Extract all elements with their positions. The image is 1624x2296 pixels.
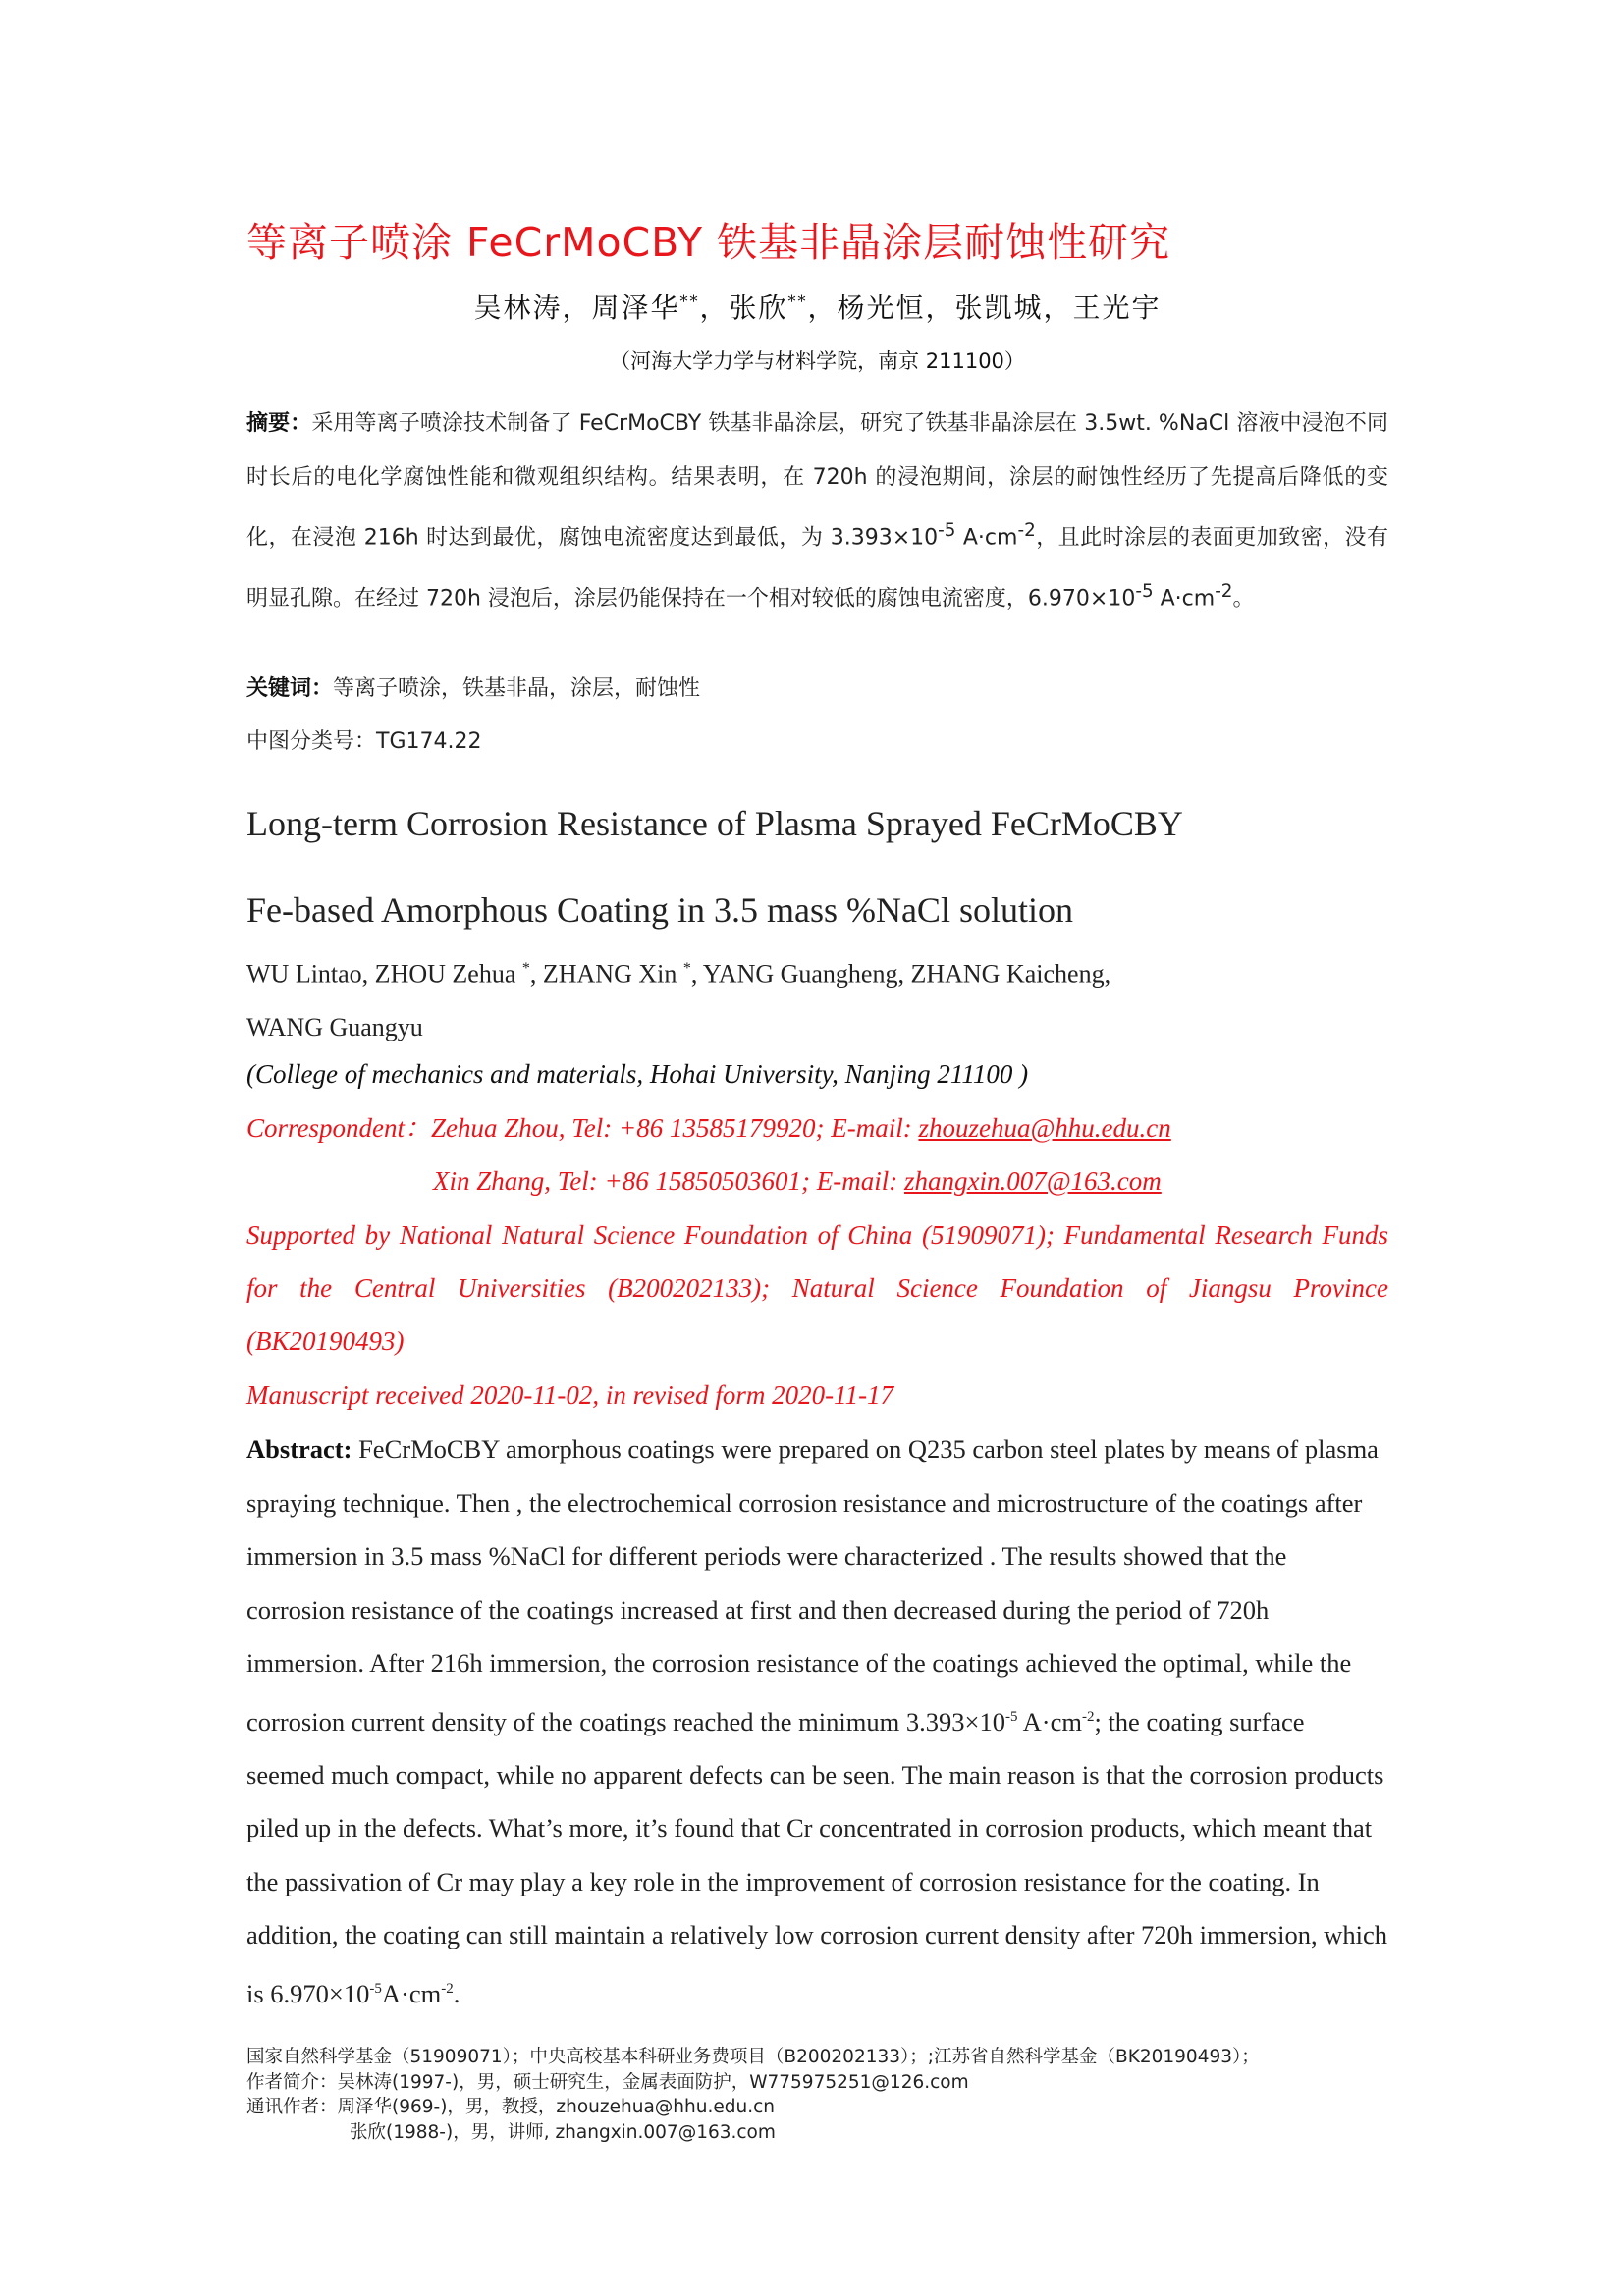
- author-mark: *: [682, 960, 691, 977]
- correspondent-zhou: Correspondent：Zehua Zhou, Tel: +86 13585179920; E-mail: zhouzehua@hhu.edu.cn: [246, 1113, 1171, 1143]
- footnote-corresponding-2: 张欣(1988-)，男，讲师, zhangxin.007@163.com: [350, 2121, 776, 2143]
- chinese-classification: 中图分类号：TG174.22: [246, 729, 482, 754]
- author-mark: *: [787, 292, 798, 311]
- chinese-keywords-label: 关键词：: [246, 676, 334, 701]
- chinese-abstract-label: 摘要：: [246, 411, 312, 436]
- footnote-author-intro: 作者简介：吴林涛(1997-)，男，硕士研究生，金属表面防护，W775975251@126.com: [246, 2071, 969, 2093]
- english-affiliation: (College of mechanics and materials, Hohai University, Nanjing 211100 ): [246, 1059, 1029, 1089]
- chinese-keywords: 关键词：等离子喷涂，铁基非晶，涂层，耐蚀性: [246, 676, 701, 701]
- english-abstract: Abstract: FeCrMoCBY amorphous coatings were prepared on Q235 carbon steel plates by means of plasma spraying technique. Then , the electrochemical corrosion resistance and microstructure of the coatings after immersion in 3.5 mass %NaCl for different periods were characterized . The results showed that the corrosion resistance of the coatings increased at first and then decreased during the period of 720h immersion. After 216h immersion, the corrosion resistance of the coatings achieved the optimal, while the corrosion current density of the coatings reached the minimum $3.393\times 10^{-5}$ $A\cdot cm^{-2}$; the coating surface seemed much compact, while no apparent defects can be seen. The main reason is that the corrosion products piled up in the defects. What’s more, it’s found that Cr concentrated in corrosion products, which meant that the passivation of Cr may play a key role in the improvement of corrosion resistance for the coating. In addition, the coating can still maintain a relatively low corrosion current density after 720h immersion, which is $6.970\times 10^{-5}A\cdot cm^{-2}$.: [246, 1434, 1388, 2008]
- footnote-funding: 国家自然科学基金（51909071）；中央高校基本科研业务费项目（B200202133）；;江苏省自然科学基金（BK20190493）；: [246, 2047, 1260, 2067]
- english-title: Long-term Corrosion Resistance of Plasma Sprayed FeCrMoCBY Fe-based Amorphous Coating in 3.5 mass %NaCl solution: [246, 804, 1183, 930]
- author-mark: *: [689, 292, 700, 311]
- chinese-affiliation: （河海大学力学与材料学院，南京 211100）: [610, 349, 1025, 373]
- english-abstract-label: Abstract:: [246, 1434, 352, 1464]
- footnote-corresponding: 通讯作者：周泽华(969-)，男，教授，zhouzehua@hhu.edu.cn: [246, 2097, 775, 2117]
- funding-statement: Supported by National Natural Science Foundation of China (51909071); Fundamental Research Funds for the Central Universities (B200202133); Natural Science Foundation of Jiangsu Province (BK20190493): [246, 1220, 1388, 1356]
- email-link-zhang[interactable]: zhangxin.007@163.com: [903, 1166, 1162, 1196]
- chinese-title: 等离子喷涂 FeCrMoCBY 铁基非晶涂层耐蚀性研究: [246, 219, 1171, 266]
- chinese-authors: 吴林涛，周泽华**，张欣**，杨光恒，张凯城，王光宇: [473, 292, 1162, 324]
- correspondent-zhang: Xin Zhang, Tel: +86 15850503601; E-mail: zhangxin.007@163.com: [433, 1166, 1162, 1196]
- author-mark: *: [797, 292, 808, 311]
- manuscript-dates: Manuscript received 2020-11-02, in revised form 2020-11-17: [246, 1380, 894, 1410]
- english-authors: WU Lintao, ZHOU Zehua *, ZHANG Xin *, YANG Guangheng, ZHANG Kaicheng, WANG Guangyu: [246, 959, 1111, 1041]
- author-mark: *: [521, 960, 530, 977]
- email-link-zhou[interactable]: zhouzehua@hhu.edu.cn: [918, 1113, 1171, 1143]
- footnotes: [246, 2045, 1388, 2145]
- chinese-abstract: 摘要：采用等离子喷涂技术制备了 FeCrMoCBY 铁基非晶涂层，研究了铁基非晶涂层在 3.5wt. %NaCl 溶液中浸泡不同时长后的电化学腐蚀性能和微观组织结构。结果表明，在 720h 的浸泡期间，涂层的耐蚀性经历了先提高后降低的变化，在浸泡 216h 时达到最优，腐蚀电流密度达到最低，为 $3.393\times 10^{-5}$ $A\cdot cm^{-2}$，且此时涂层的表面更加致密，没有明显孔隙。在经过 720h 浸泡后，涂层仍能保持在一个相对较低的腐蚀电流密度，$6.970\times 10^{-5}$ $A\cdot cm^{-2}$。: [246, 411, 1389, 612]
- author-mark: *: [679, 292, 690, 311]
